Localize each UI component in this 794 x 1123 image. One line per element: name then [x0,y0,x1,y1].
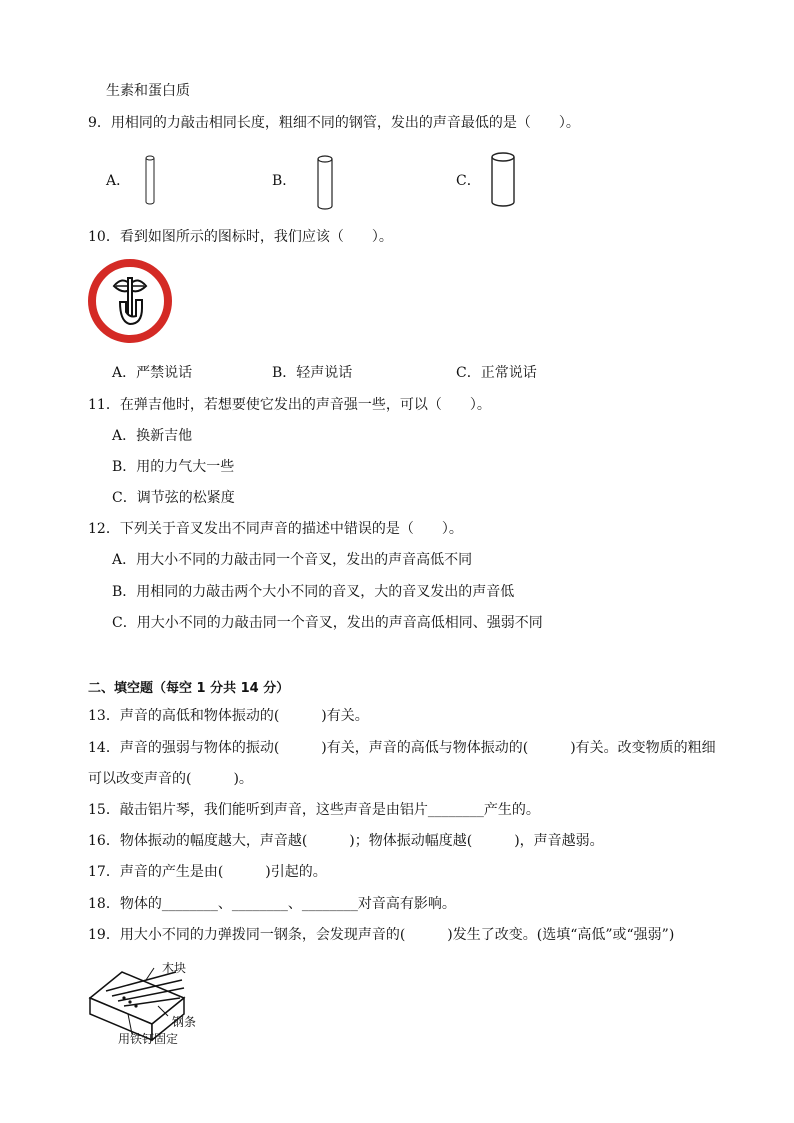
option-text: A．用大小不同的力敲击同一个音叉，发出的声音高低不同 [112,552,473,568]
fill-question: 15．敲击铝片琴，我们能听到声音，这些声音是由铝片________产生的。 [88,802,540,818]
option-text: A．换新吉他 [112,428,193,444]
fill-question: 19．用大小不同的力弹拨同一钢条，会发现声音的( )发生了改变。(选填“高低”或“强弱”) [88,927,675,943]
option-text: B．用的力气大一些 [112,459,235,475]
question-stem: 10．看到如图所示的图标时，我们应该（ ）。 [88,229,393,245]
option-label: A． [106,173,131,189]
figure-label-bottom: 用铁钉固定 [118,1032,179,1046]
no-talking-sign-icon [86,258,176,344]
option-label: B． [272,173,297,189]
section-heading: 二、填空题（每空 1 分共 14 分） [88,681,290,696]
question-text: 生素和蛋白质 [106,83,190,99]
fill-question: 13．声音的高低和物体振动的( )有关。 [88,708,369,724]
fill-question: 17．声音的产生是由( )引起的。 [88,864,327,880]
question-stem: 12．下列关于音叉发出不同声音的描述中错误的是（ ）。 [88,521,463,537]
thin-pipe-image [140,150,160,210]
question-stem: 9．用相同的力敲击相同长度，粗细不同的钢管，发出的声音最低的是（ ）。 [88,115,580,131]
figure-label-top: 木块 [162,961,187,975]
fill-question: 16．物体振动的幅度越大，声音越( )；物体振动幅度越( )，声音越弱。 [88,833,604,849]
thick-pipe-image [486,150,520,210]
fill-question: 可以改变声音的( )。 [88,771,253,787]
fill-question: 14．声音的强弱与物体的振动( )有关，声音的高低与物体振动的( )有关。改变物质的粗细 [88,740,716,756]
option-text: B．轻声说话 [272,365,353,381]
fill-question: 18．物体的________、________、________对音高有影响。 [88,896,456,912]
question-stem: 11．在弹吉他时，若想要使它发出的声音强一些，可以（ ）。 [88,397,491,413]
option-text: A．严禁说话 [112,365,193,381]
option-text: B．用相同的力敲击两个大小不同的音叉，大的音叉发出的声音低 [112,584,515,600]
option-text: C．用大小不同的力敲击同一个音叉，发出的声音高低相同、强弱不同 [112,615,543,631]
option-text: C．正常说话 [456,365,537,381]
option-label: C． [456,173,481,189]
medium-pipe-image [313,152,337,212]
option-text: C．调节弦的松紧度 [112,490,235,506]
figure-label-right: 钢条 [172,1015,197,1029]
